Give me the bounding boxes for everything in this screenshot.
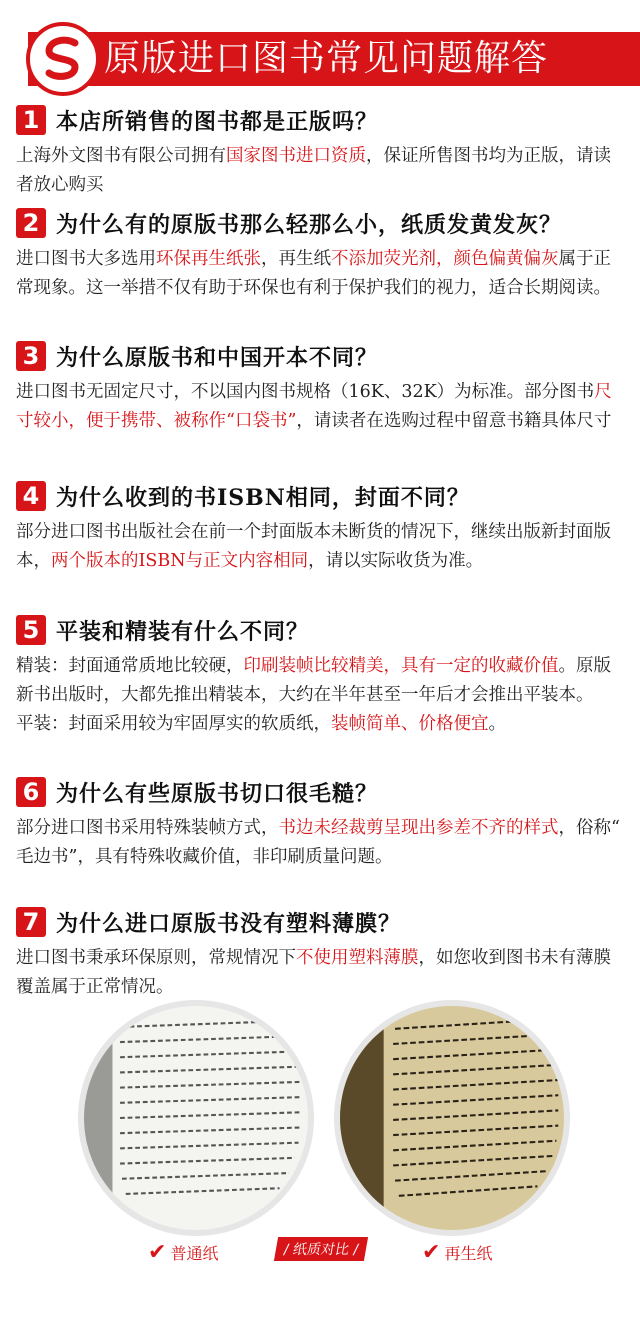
question-number-badge: 1 [16,105,46,135]
answer-segment: 进口图书秉承环保原则，常规情况下 [16,948,296,968]
paper-compare-label: / 纸质对比 / [274,1237,369,1261]
ordinary-paper-label: 普通纸 [170,1244,219,1263]
highlighted-text: 印刷装帧比较精美，具有一定的收藏价值 [243,656,559,676]
question-number-badge: 2 [16,208,46,238]
question-number-badge: 4 [16,481,46,511]
highlighted-text: 不使用塑料薄膜 [296,948,419,968]
ordinary-paper-caption [148,1240,218,1265]
answer-segment: ，如您收到图书未有薄膜覆盖属于正常情况。 [16,948,611,997]
checkmark-icon: ✔ [148,1240,167,1265]
answer-segment: ，再生纸 [261,249,331,269]
answer-text [16,378,628,436]
question-number-badge: 6 [16,777,46,807]
highlighted-text: 环保再生纸张 [156,249,261,269]
qa-item-6 [16,774,638,872]
answer-segment: 。原版新书出版时，大都先推出精装本，大约在半年甚至一年后才会推出平装本。 [16,656,611,705]
answer-text [16,245,628,303]
question-title: 为什么有的原版书那么轻那么小，纸质发黄发灰？ [56,211,563,238]
answer-text [16,944,628,1002]
page-header [0,18,640,98]
paper-comparison [0,1000,640,1290]
question-number-badge: 5 [16,615,46,645]
answer-segment: 上海外文图书有限公司拥有 [16,146,226,166]
question-title: 为什么收到的书ISBN相同，封面不同？ [56,484,470,511]
highlighted-text: 书边未经裁剪呈现出参差不齐的样式 [278,818,559,838]
highlighted-text: 尺寸较小，便于携带、被称作“口袋书” [16,382,612,431]
recycled-paper-label: 再生纸 [444,1244,493,1263]
answer-text [16,814,638,872]
answer-text [16,142,628,200]
qa-item-3 [16,338,628,436]
highlighted-text: 装帧简单、价格便宜 [331,714,489,734]
qa-item-4 [16,478,628,576]
answer-text [16,518,628,576]
recycled-paper-photo [334,1000,570,1236]
question-title: 本店所销售的图书都是正版吗？ [56,108,379,135]
qa-item-5 [16,612,628,739]
question-title: 平装和精装有什么不同？ [56,618,310,645]
answer-segment: 部分进口图书采用特殊装帧方式， [16,818,279,838]
highlighted-text: 国家图书进口资质 [226,146,366,166]
qa-item-1 [16,102,628,200]
answer-segment: 属于正常现象。这一举措不仅有助于环保也有利于保护我们的视力，适合长期阅读。 [16,249,611,298]
question-title: 为什么有些原版书切口很毛糙？ [56,780,379,807]
question-number-badge: 7 [16,907,46,937]
answer-segment: 精装：封面通常质地比较硬， [16,656,244,676]
highlighted-text: 不添加荧光剂，颜色偏黄偏灰 [331,249,559,269]
answer-segment: ，保证所售图书均为正版，请读者放心购买 [16,146,611,195]
question-title: 为什么原版书和中国开本不同？ [56,344,379,371]
recycled-paper-caption [422,1240,492,1265]
question-title: 为什么进口原版书没有塑料薄膜？ [56,910,402,937]
answer-segment: ，请读者在选购过程中留意书籍具体尺寸 [296,411,612,431]
qa-item-7 [16,904,628,1002]
answer-text [16,652,628,739]
highlighted-text: 两个版本的ISBN与正文内容相同 [51,551,309,571]
page-title: 原版进口图书常见问题解答 [104,38,549,79]
answer-segment: 。 [488,714,506,734]
answer-segment: ，俗称“ 毛边书”，具有特殊收藏价值，非印刷质量问题。 [16,818,638,867]
answer-segment: 平装：封面采用较为牢固厚实的软质纸， [16,714,331,734]
checkmark-icon: ✔ [422,1240,441,1265]
answer-segment: 进口图书无固定尺寸，不以国内图书规格（16K、32K）为标准。部分图书 [16,382,595,402]
qa-item-2 [16,205,628,303]
answer-segment: 部分进口图书出版社会在前一个封面版本未断货的情况下，继续出版新封面版本， [16,522,611,571]
question-number-badge: 3 [16,341,46,371]
ordinary-paper-photo [78,1000,314,1236]
answer-segment: ，请以实际收货为准。 [308,551,484,571]
answer-segment: 进口图书大多选用 [16,249,156,269]
brand-s-logo-icon [26,22,100,96]
